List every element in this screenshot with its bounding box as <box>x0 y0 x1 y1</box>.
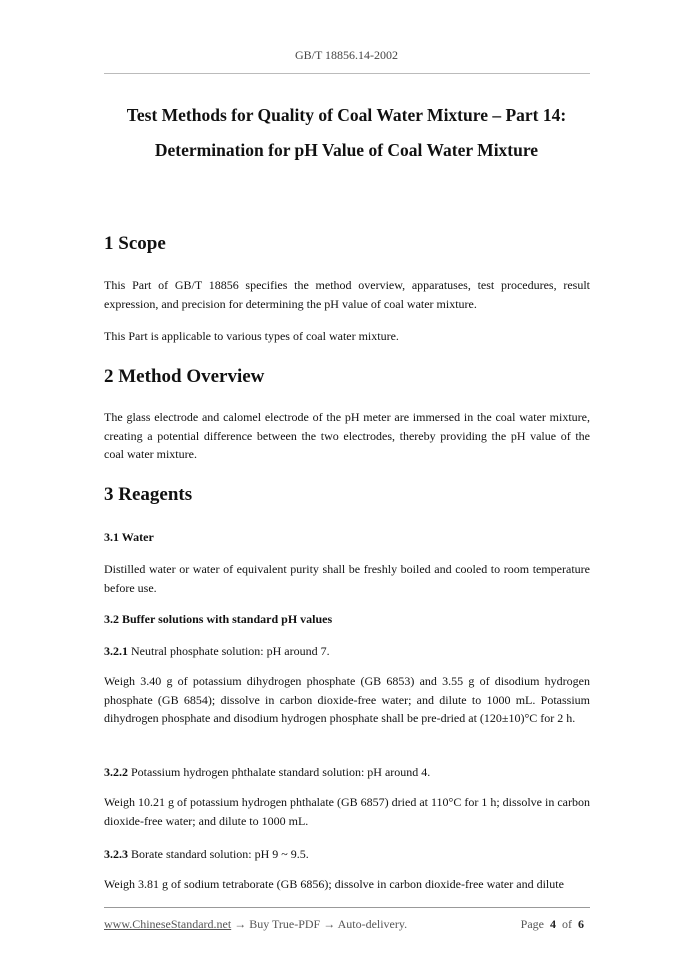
subsection-3-1-paragraph: Distilled water or water of equivalent purity shall be freshly boiled and cooled to room temperature before use. <box>104 562 590 595</box>
clause-number: 3.2.3 <box>104 847 128 861</box>
subsection-3-2-3-line <box>104 845 590 864</box>
document-title-line-1: Test Methods for Quality of Coal Water Mixture – Part 14: <box>126 105 567 125</box>
subsection-3-2-2-line <box>104 763 590 782</box>
document-title-line-2: Determination for pH Value of Coal Water Mixture <box>154 140 539 160</box>
clause-number: 3.2.1 <box>104 644 128 658</box>
method-paragraph: The glass electrode and calomel electrode of the pH meter are immersed in the coal water mixture, creating a potential difference between the two electrodes, thereby providing the pH value of the coal water mixture. <box>104 410 590 461</box>
page-number: 4 <box>550 917 556 931</box>
subsection-3-2-2-paragraph: Weigh 10.21 g of potassium hydrogen phthalate (GB 6857) dried at 110°C for 1 h; dissolve in carbon dioxide-free water; and dilute to 1000 mL. <box>104 795 590 828</box>
scope-paragraph-2: This Part is applicable to various types of coal water mixture. <box>104 329 399 343</box>
subsection-3-2-1-line <box>104 642 590 661</box>
page-label: Page <box>520 917 544 931</box>
section-scope-heading: 1 Scope <box>104 233 166 254</box>
clause-text: Borate standard solution: pH 9 ~ 9.5. <box>128 847 309 861</box>
page-footer <box>104 917 590 932</box>
section-method-heading: 2 Method Overview <box>104 366 265 387</box>
clause-number: 3.2.2 <box>104 765 128 779</box>
subsection-3-2-3-paragraph: Weigh 3.81 g of sodium tetraborate (GB 6856); dissolve in carbon dioxide-free water and dilute <box>104 877 564 891</box>
clause-text: Potassium hydrogen phthalate standard solution: pH around 4. <box>128 765 431 779</box>
clause-text: Neutral phosphate solution: pH around 7. <box>128 644 330 658</box>
page-total: 6 <box>578 917 584 931</box>
section-reagents-heading: 3 Reagents <box>104 484 193 505</box>
footer-divider <box>104 907 590 908</box>
header-divider <box>104 73 590 74</box>
subsection-3-2-1-paragraph: Weigh 3.40 g of potassium dihydrogen phosphate (GB 6853) and 3.55 g of disodium hydrogen phosphate (GB 6854); dissolve in carbon dioxide-free water; and dilute to 1000 mL. Potassium dihydrogen phosphate and disodium hydrogen phosphate shall be pre-dried at (120±10)°C for 2 h. <box>104 674 590 725</box>
page-indicator <box>521 917 584 932</box>
subsection-3-2-heading: 3.2 Buffer solutions with standard pH values <box>104 612 333 626</box>
of-label: of <box>562 917 572 931</box>
footer-tagline: → Buy True-PDF → Auto-delivery. <box>231 917 408 931</box>
document-header: GB/T 18856.14-2002 <box>294 48 399 62</box>
website-link[interactable]: www.ChineseStandard.net <box>104 917 232 931</box>
subsection-3-1-heading: 3.1 Water <box>104 530 154 544</box>
scope-paragraph-1: This Part of GB/T 18856 specifies the method overview, apparatuses, test procedures, result expression, and precision for determining the pH value of coal water mixture. <box>104 278 590 311</box>
